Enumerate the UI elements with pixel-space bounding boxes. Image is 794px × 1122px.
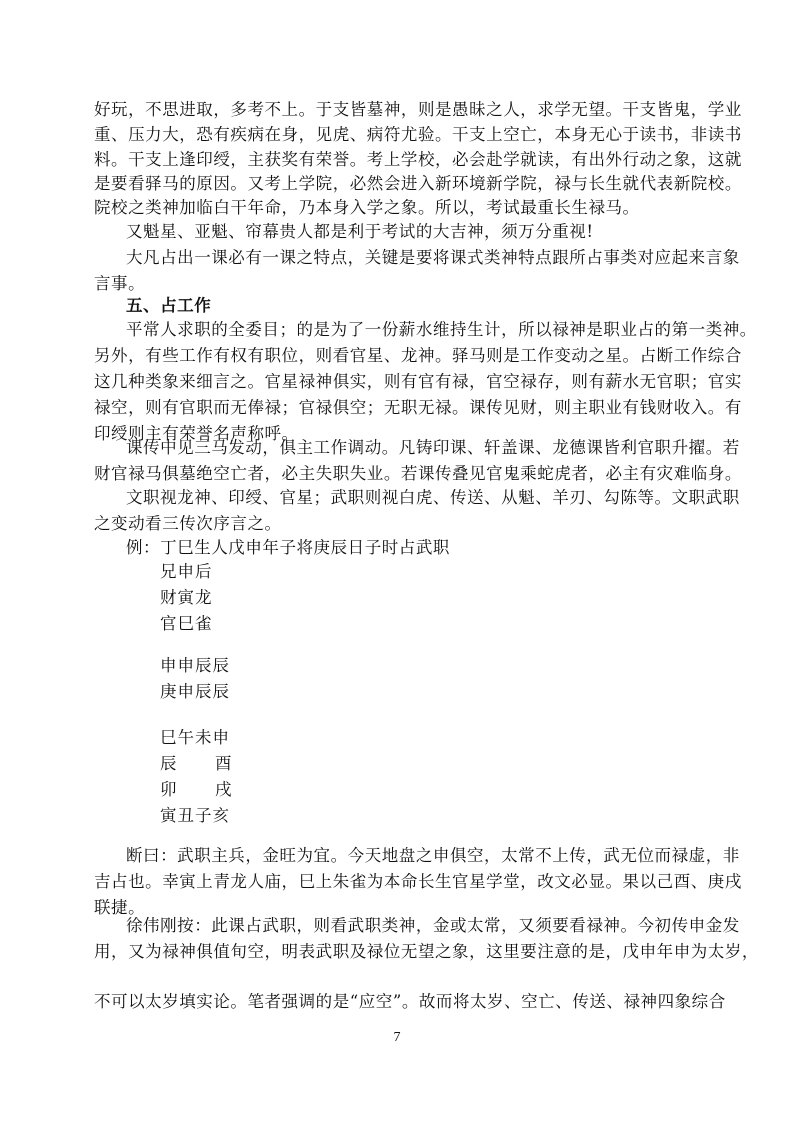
paragraph-1-line-2: 重、压力大，恐有疾病在身，见虎、病符尤验。干支上空亡，本身无心于读书，非读书 xyxy=(94,125,742,144)
paragraph-8-line-3: 不可以太岁填实论。笔者强调的是“应空”。故而将太岁、空亡、传送、禄神四象综合 xyxy=(94,992,726,1011)
paragraph-4-line-4: 禄空，则有官职而无俸禄；官禄俱空；无职无禄。课传见财，则主职业有钱财收入。有 xyxy=(94,398,742,417)
paragraph-4-line-2: 另外，有些工作有权有职位，则看官星、龙神。驿马则是工作变动之星。占断工作综合 xyxy=(94,346,742,365)
board-line-4: 寅丑子亥 xyxy=(160,806,230,825)
paragraph-7-line-2: 吉占也。幸寅上青龙人庙，巳上朱雀为本命长生官星学堂，改文必显。果以己酉、庚戌 xyxy=(94,872,742,891)
section-heading: 五、占工作 xyxy=(126,296,212,315)
transmission-line-3: 官巳雀 xyxy=(160,614,213,633)
paragraph-4-line-1: 平常人求职的全委目；的是为了一份薪水维持生计，所以禄神是职业占的第一类神。 xyxy=(126,320,757,339)
paragraph-8-line-2: 用，又为禄神俱值旬空，明表武职及禄位无望之象，这里要注意的是，戊申年申为太岁， xyxy=(94,942,759,961)
paragraph-8-line-1: 徐伟刚按：此课占武职，则看武职类神，金或太常，又须要看禄神。今初传申金发 xyxy=(126,916,740,935)
transmission-line-1: 兄申后 xyxy=(160,562,213,581)
page-number: 7 xyxy=(393,1030,401,1045)
board-line-2: 辰 酉 xyxy=(160,754,233,773)
lesson-line-1: 申申辰辰 xyxy=(160,656,230,675)
paragraph-1-line-1: 好玩，不思进取，多考不上。于支皆墓神，则是愚昧之人，求学无望。干支皆鬼，学业 xyxy=(94,100,742,119)
board-line-3: 卯 戌 xyxy=(160,780,233,799)
paragraph-1-line-5: 院校之类神加临白干年命，乃本身入学之象。所以，考试最重长生禄马。 xyxy=(94,198,640,217)
example-intro: 例：丁巳生人戊申年子将庚辰日子时占武职 xyxy=(126,538,450,557)
paragraph-3-line-1: 大凡占出一课必有一课之特点，关键是要将课式类神特点跟所占事类对应起来言象 xyxy=(126,248,740,267)
paragraph-7-line-3: 联捷。 xyxy=(94,898,146,917)
lesson-line-2: 庚申辰辰 xyxy=(160,682,230,701)
paragraph-1-line-4: 是要看驿马的原因。又考上学院，必然会进入新环境新学院，禄与长生就代表新院校。 xyxy=(94,174,742,193)
paragraph-6-line-1: 文职视龙神、印绶、官星；武职则视白虎、传送、从魁、羊刃、勾陈等。文职武职 xyxy=(126,488,740,507)
paragraph-3-line-2: 言事。 xyxy=(94,274,146,293)
paragraph-5-line-1: 课传中见三马发动，俱主工作调动。凡铸印课、轩盖课、龙德课皆利官职升擢。若 xyxy=(126,438,740,457)
paragraph-1-line-3: 料。干支上逢印绶，主获奖有荣誉。考上学校，必会赴学就读，有出外行动之象，这就 xyxy=(94,150,742,169)
paragraph-4-line-3: 这几种类象来细言之。官星禄神俱实，则有官有禄，官空禄存，则有薪水无官职；官实 xyxy=(94,372,742,391)
paragraph-2: 又魁星、亚魁、帘幕贵人都是利于考试的大吉神，须万分重视! xyxy=(126,222,594,241)
transmission-line-2: 财寅龙 xyxy=(160,588,213,607)
paragraph-7-line-1: 断曰：武职主兵，金旺为宜。今天地盘之申俱空，太常不上传，武无位而禄虚，非 xyxy=(126,846,740,865)
paragraph-6-line-2: 之变动看三传次序言之。 xyxy=(94,514,282,533)
paragraph-5-line-2: 财官禄马俱墓绝空亡者，必主失职失业。若课传叠见官鬼乘蛇虎者，必主有灾难临身。 xyxy=(94,464,742,483)
paragraph-4-line-5: 印绶则主有荣誉名声称呼。 xyxy=(94,424,299,443)
board-line-1: 巳午未申 xyxy=(160,728,230,747)
